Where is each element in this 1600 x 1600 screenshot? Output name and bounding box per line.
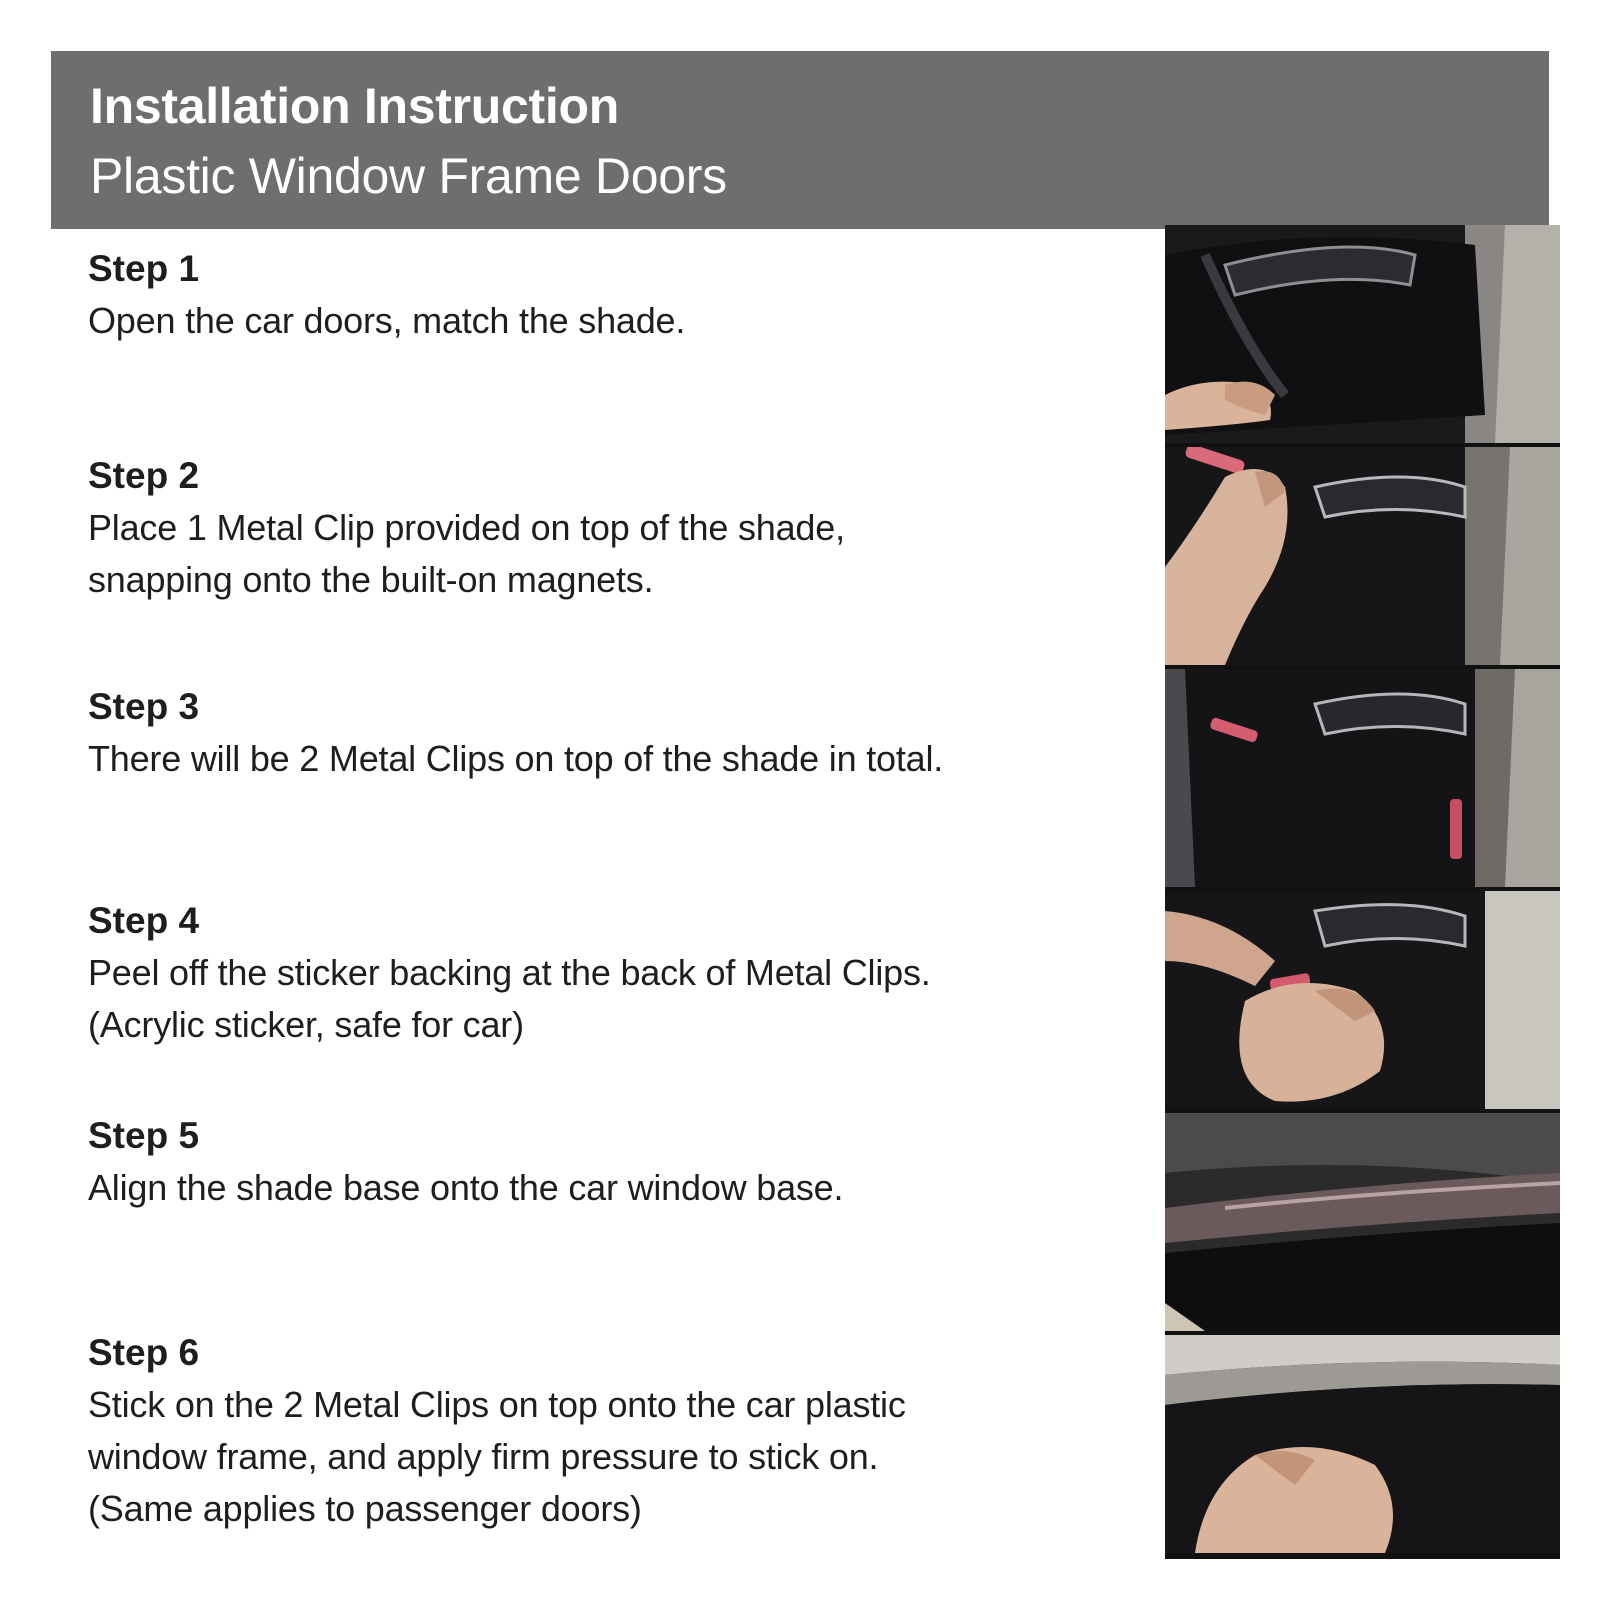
step-2-text: Place 1 Metal Clip provided on top of the shade, snapping onto the built-on magnets. — [88, 507, 845, 600]
step-4-photo — [1165, 891, 1560, 1109]
step-6-photo — [1165, 1335, 1560, 1553]
step-2-photo — [1165, 447, 1560, 665]
step-2-title: Step 2 — [88, 455, 200, 496]
step-3-text: There will be 2 Metal Clips on top of the shade in total. — [88, 738, 944, 779]
step-5-text: Align the shade base onto the car window base. — [88, 1167, 844, 1208]
step-3-photo — [1165, 669, 1560, 887]
step-5 — [88, 1110, 1138, 1214]
step-6-title: Step 6 — [88, 1332, 200, 1373]
step-1-text: Open the car doors, match the shade. — [88, 300, 686, 341]
step-5-photo — [1165, 1113, 1560, 1331]
step-3 — [88, 681, 1138, 785]
step-3-title: Step 3 — [88, 686, 200, 727]
step-4 — [88, 895, 1138, 1051]
step-6-text: Stick on the 2 Metal Clips on top onto the car plastic window frame, and apply firm pressure to stick on. (Same applies to passenger doors) — [88, 1384, 906, 1529]
step-1-title: Step 1 — [88, 248, 200, 289]
page-title: Installation Instruction — [90, 78, 619, 134]
step-photos-column — [1165, 225, 1560, 1559]
step-6 — [88, 1327, 1138, 1535]
step-1 — [88, 243, 1138, 347]
header-banner — [51, 51, 1549, 229]
step-1-photo — [1165, 225, 1560, 443]
step-2 — [88, 450, 1138, 606]
page-subtitle: Plastic Window Frame Doors — [90, 148, 727, 204]
step-5-title: Step 5 — [88, 1115, 200, 1156]
step-4-text: Peel off the sticker backing at the back of Metal Clips. (Acrylic sticker, safe for car) — [88, 952, 931, 1045]
step-4-title: Step 4 — [88, 900, 200, 941]
